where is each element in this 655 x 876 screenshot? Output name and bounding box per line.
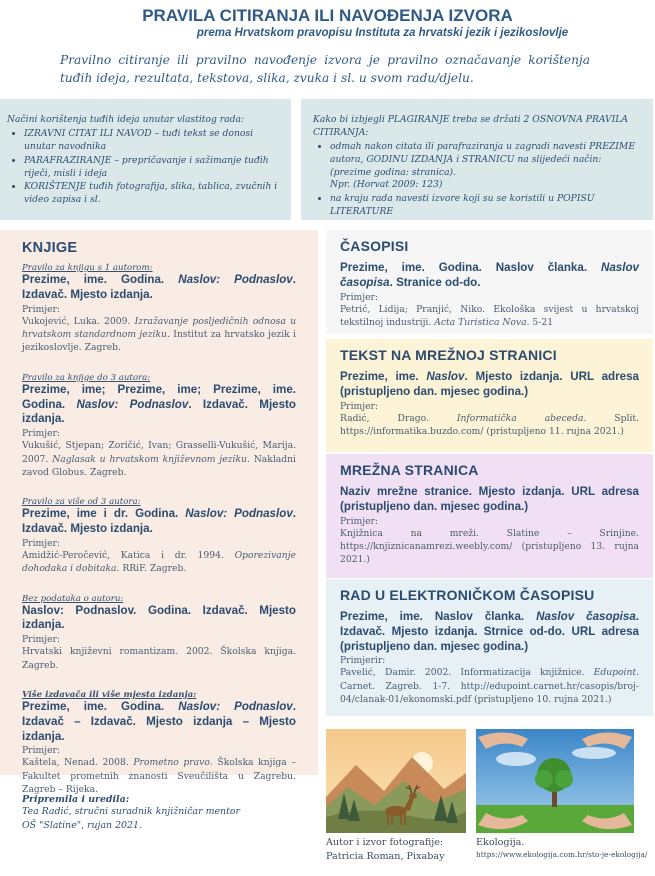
books-section (0, 230, 318, 796)
example-label: Primjer: (340, 515, 378, 527)
ejournal-panel (326, 579, 653, 716)
example-label: Primjer: (22, 537, 60, 549)
rule-format: Prezime, ime. Naslov članka. Naslov časopisa. Izdavač. Mjesto izdanja. Strnice od-do. URL adresa (pristupljeno dan. mjesec godina.) (340, 610, 639, 653)
book-rule-block (22, 497, 296, 575)
example-label: Primjer: (340, 291, 378, 303)
caption-line: Ekologija. (476, 837, 525, 848)
plagiarism-list (330, 141, 643, 219)
intro-paragraph: Pravilno citiranje ili pravilno navođenje izvora je pravilno označavanje korištenja tuđih ideja, rezultata, tekstova, slika, zvuka i sl. u svom radu/djelu. (60, 53, 590, 85)
page-title: PRAVILA CITIRANJA ILI NAVOĐENJA IZVORA (142, 6, 513, 25)
deer-caption (326, 836, 476, 864)
rule-format: Naslov: Podnaslov. Godina. Izdavač. Mjesto izdanja. (22, 603, 296, 632)
rule-label: Pravilo za knjigu s 1 autorom: (22, 263, 153, 273)
book-rule-block (22, 263, 296, 355)
example-text: Vukojević, Luka. 2009. Izražavanje posljedičnih odnosa u hrvatskom standardnom jeziku. Institut za hrvatsko jezik i jezikoslovlje. Zagreb. (22, 315, 296, 354)
section-heading: MREŽNA STRANICA (340, 462, 479, 478)
rule-format: Naziv mrežne stranice. Mjesto izdanja. URL adresa (pristupljeno dan. mjesec godina.) (340, 485, 639, 513)
section-heading: TEKST NA MREŽNOJ STRANICI (340, 347, 557, 363)
list-item: • IZRAVNI CITAT ILI NAVOD – tuđi tekst se donosi unutar navodnika (24, 128, 281, 154)
rule-label: Pravilo za više od 3 autora: (22, 497, 141, 508)
example-text: Hrvatski književni romantizam. 2002. Školska knjiga. Zagreb. (22, 646, 296, 671)
rule-format: Prezime, ime; Prezime, ime; Prezime, ime. Godina. Naslov: Podnaslov. Izdavač. Mjesto izdanja. (22, 382, 297, 426)
page-subtitle: prema Hrvatskom pravopisu Instituta za hrvatski jezik i jezikoslovlje (196, 27, 569, 39)
list-item (330, 141, 643, 193)
rule-text: odmah nakon citata ili parafraziranja u zagradi navesti PREZIME autora, GODINU IZDANJA i STRANICU na slijedeći način: (prezime godina: stranica). (330, 140, 636, 178)
example-label: Primjerir: (340, 655, 386, 667)
rule-label: Više izdavača ili više mjesta izdanja: (22, 689, 197, 700)
rule-format: Prezime, ime. Godina. Naslov: Podnaslov. Izdavač. Mjesto izdanja. (22, 273, 296, 301)
credits-title: Pripremila i uredila: (22, 794, 130, 805)
credits-author: Tea Radić, stručni suradnik knjižničar mentor (22, 806, 240, 817)
credits (22, 794, 312, 832)
example-label: Primjer: (22, 428, 60, 440)
section-heading: KNJIGE (22, 240, 78, 256)
example-text: Petrić, Lidija; Pranjić, Niko. Ekološka svijest u hrvatskoj tekstilnoj industriji. Acta Turistica Nova. 5-21 (340, 303, 639, 328)
rule-label: Pravilo za knjige do 3 autora: (22, 372, 151, 383)
tree-caption (476, 836, 651, 859)
example-text: Amidžić-Peročević, Katica i dr. 1994. Oporezivanje dohodaka i dobitaka. RRiF. Zagreb. (22, 549, 296, 575)
plagiarism-heading: Kako bi izbjegli PLAGIRANJE treba se držati 2 OSNOVNA PRAVILA CITIRANJA: (313, 114, 629, 138)
list-item: • KORIŠTENJE tuđih fotografija, slika, tablica, zvučnih i video zapisa i sl. (24, 181, 281, 207)
example-label: Primjer: (340, 400, 378, 412)
example-text: Npr. (Horvat 2009: 123) (330, 179, 443, 191)
ways-heading: Načini korištenja tuđih ideja unutar vlastitog rada: (7, 114, 245, 125)
caption-line: Autor i izvor fotografije: (326, 837, 444, 848)
section-heading: RAD U ELEKTRONIČKOM ČASOPISU (340, 587, 595, 603)
book-rule-block (22, 373, 296, 480)
example-text: Kaštela, Nenad. 2008. Prometno pravo. Školska knjiga – Fakultet prometnih znanosti Sveučilišta u Zagrebu. Zagreb – Rijeka. (22, 757, 296, 796)
tree-hands-photo (476, 729, 634, 833)
example-label: Primjer: (22, 745, 60, 757)
book-rule-block (22, 594, 296, 672)
rule-format: Prezime, ime i dr. Godina. Naslov: Podnaslov. Izdavač. Mjesto izdanja. (22, 507, 296, 536)
list-item: • PARAFRAZIRANJE – prepričavanje i sažimanje tuđih riječi, misli i ideja (24, 155, 281, 181)
plagiarism-box (301, 99, 653, 220)
section-heading: ČASOPISI (340, 238, 409, 254)
list-item: • na kraju rada navesti izvore koji su se koristili u POPISU LITERATURE (330, 193, 643, 219)
source-link[interactable]: https://www.ekologija.com.hr/sto-je-ekologija/ (476, 849, 648, 859)
rule-format: Prezime, ime. Godina. Naslov članka. Naslov časopisa. Stranice od-do. (340, 261, 639, 289)
rule-format: Prezime, ime. Godina. Naslov: Podnaslov. Izdavač – Izdavač. Mjesto izdanja – Mjesto izdanja. (22, 699, 296, 743)
magazines-panel (326, 230, 653, 334)
caption-line: Patricia Roman, Pixabay (326, 850, 445, 862)
example-label: Primjer: (22, 634, 60, 646)
web-text-panel (326, 339, 653, 452)
website-panel (326, 454, 653, 578)
example-text: Radić, Drago. Informatička abeceda. Split. https://informatika.buzdo.com/ (pristupljeno 11. rujna 2021.) (340, 412, 639, 437)
example-text: Pavelić, Damir. 2002. Informatizacija knjižnice. Edupoint. Carnet. Zagreb. 1-7. http://edupoint.carnet.hr/casopis/broj-04/clanak-01/ekonomski.pdf (pristupljeno 10. rujna 2021.) (340, 667, 639, 706)
ways-list (24, 128, 281, 207)
book-rule-block (22, 690, 296, 797)
example-text: Vukušić, Stjepan; Zoričić, Ivan; Grasselli-Vukušić, Marija. 2007. Naglasak u hrvatskom književnom jeziku. Nakladni zavod Globus. Zagreb. (22, 440, 296, 478)
example-text: Knjižnica na mreži. Slatine – Srinjine. https://knjiznicanamrezi.weebly.com/ (pristupljeno 13. rujna 2021.) (340, 527, 639, 566)
rule-label: Bez podataka o autoru: (22, 593, 124, 604)
example-label: Primjer: (22, 303, 60, 315)
credits-school: OŠ "Slatine", rujan 2021. (22, 819, 142, 831)
deer-illustration (326, 729, 466, 833)
ways-box (0, 99, 291, 220)
rule-format: Prezime, ime. Naslov. Mjesto izdanja. URL adresa (pristupljeno dan. mjesec godina.) (340, 370, 639, 398)
